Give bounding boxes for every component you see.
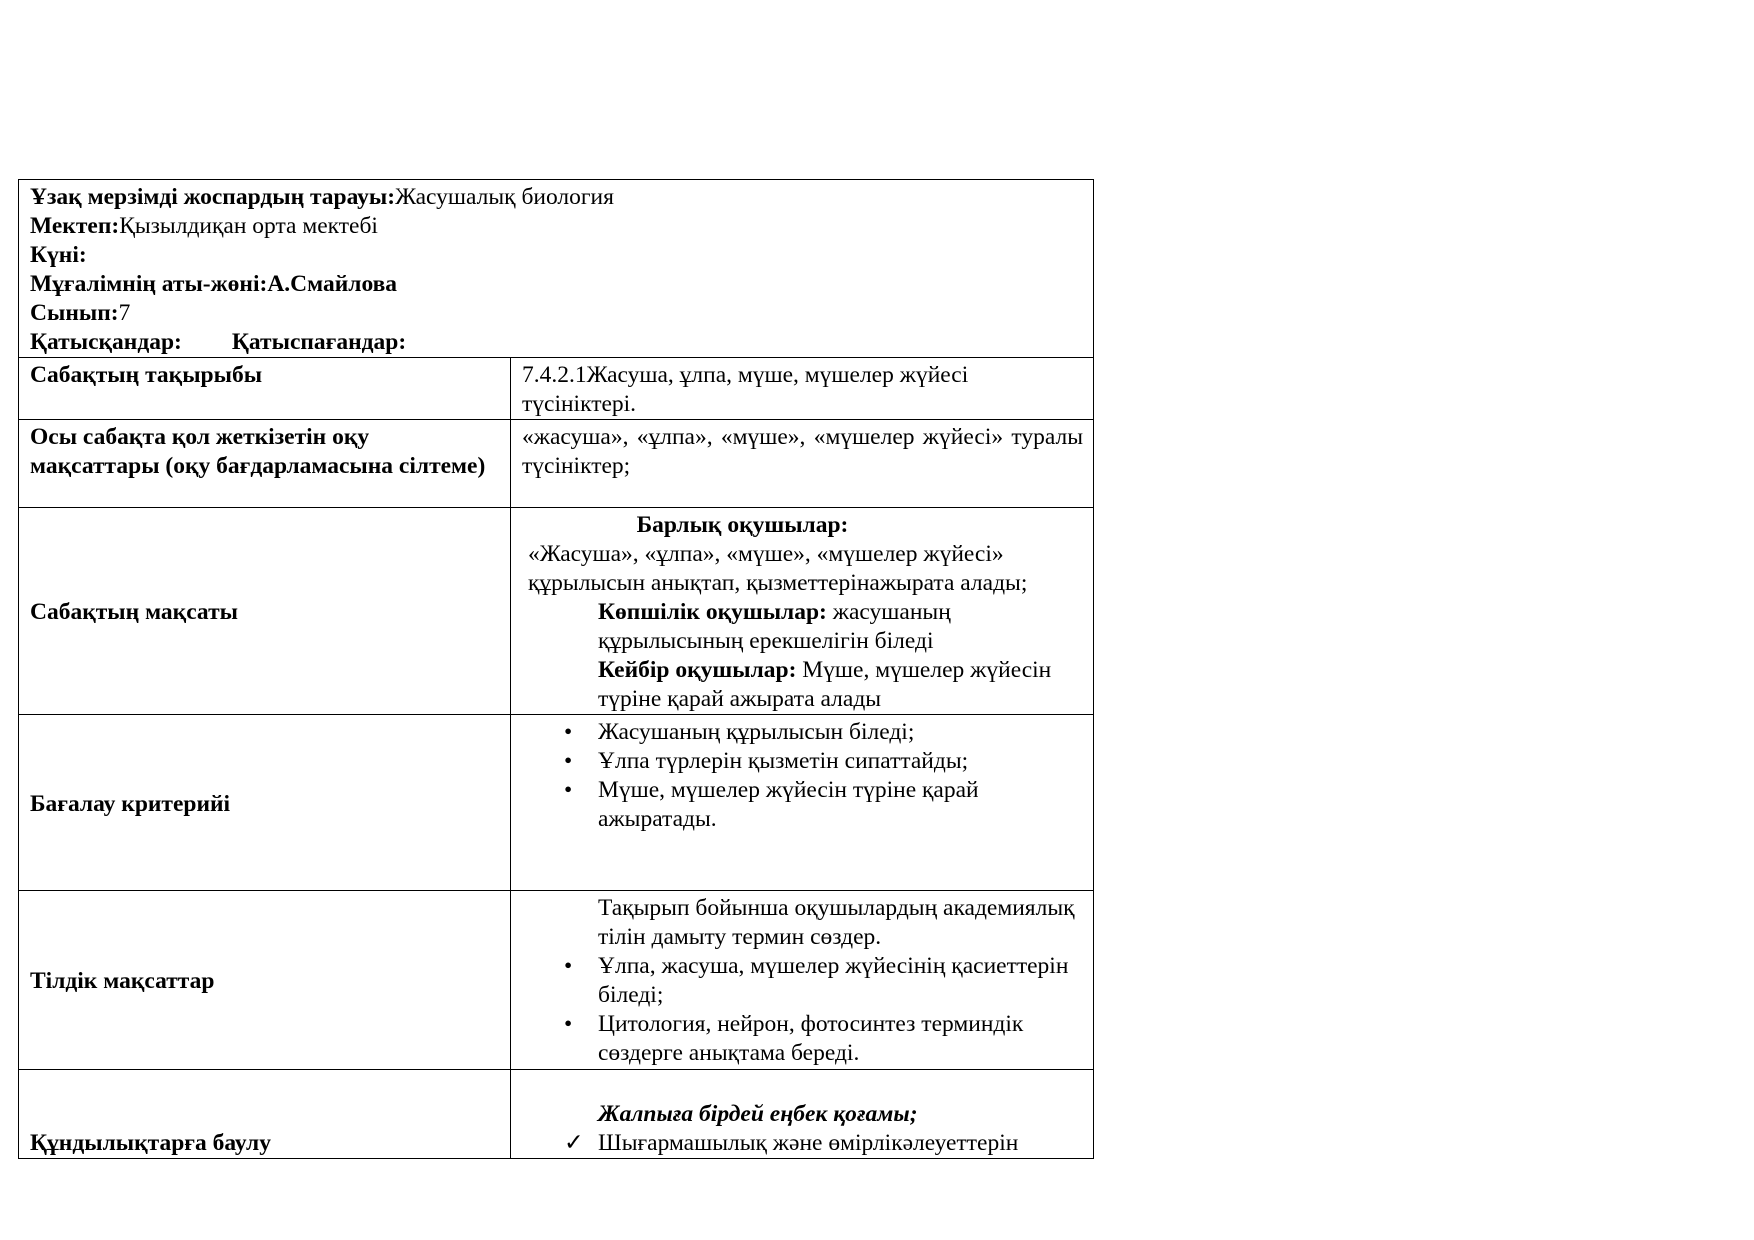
teacher-label: Мұғалімнің аты-жөні: [30,271,268,297]
some-students-block [522,656,1083,714]
school-value: Қызылдиқан орта мектебі [119,213,378,239]
list-item: • Ұлпа, жасуша, мүшелер жүйесінің қасиеттерін біледі; [564,953,1069,1008]
date-line [30,241,1083,270]
bullet-icon: • [564,748,573,774]
class-label: Сынып: [30,300,119,326]
teacher-value: А.Смайлова [267,271,398,297]
list-item: • Цитология, нейрон, фотосинтез терминдік сөздерге анықтама береді. [564,1011,1024,1066]
most-students-label: Көпшілік оқушылар: [598,599,827,625]
language-list [522,952,1083,1068]
header-row [19,180,1094,358]
objectives-label: Осы сабақта қол жеткізетін оқу мақсаттары (оқу бағдарламасына сілтеме) [19,420,511,508]
list-item: ✓ Шығармашылық және өмірлікәлеуеттерін [564,1130,1019,1156]
topic-row [19,358,1094,420]
language-row [19,891,1094,1070]
check-icon: ✓ [564,1130,584,1156]
criteria-cell [511,715,1094,891]
school-label: Мектеп: [30,213,120,239]
values-cell [511,1070,1094,1159]
aim-row [19,508,1094,715]
absent-label: Қатыспағандар: [231,329,407,355]
date-label: Күні: [30,242,87,268]
criteria-label: Бағалау критерийі [19,715,511,891]
bullet-icon: • [564,719,573,745]
header-cell [19,180,1094,358]
section-line [30,183,1083,212]
objectives-value: «жасуша», «ұлпа», «мүше», «мүшелер жүйесі» туралы түсініктер; [511,420,1094,508]
bullet-icon: • [564,1011,573,1037]
topic-value: 7.4.2.1Жасуша, ұлпа, мүше, мүшелер жүйесі түсініктері. [511,358,1094,420]
list-item: • Ұлпа түрлерін қызметін сипаттайды; [564,748,969,774]
bullet-icon: • [564,953,573,979]
list-item: • Мүше, мүшелер жүйесін түріне қарай ажыратады. [564,777,979,832]
class-line [30,299,1083,328]
section-value: Жасушалық биология [395,184,614,210]
list-item: • Жасушаның құрылысын біледі; [564,719,915,745]
school-line [30,212,1083,241]
present-label: Қатысқандар: [30,329,182,355]
section-label: Ұзақ мерзімді жоспардың тарауы: [30,184,396,210]
values-heading: Жалпыға бірдей еңбек қоғамы; [598,1101,918,1127]
most-students-block [522,598,1083,656]
some-students-text: Мүше, мүшелер жүйесін түріне қарай ажырата алады [598,657,1052,712]
language-intro: Тақырып бойынша оқушылардың академиялық тілін дамыту термин сөздер. [598,895,1075,950]
objectives-row [19,420,1094,508]
bullet-icon: • [564,777,573,803]
aim-cell [511,508,1094,715]
language-label: Тілдік мақсаттар [19,891,511,1070]
attendance-line [30,328,1083,357]
values-label: Құндылықтарға баулу [19,1070,511,1159]
criteria-list [522,718,1083,834]
language-cell [511,891,1094,1070]
criteria-row [19,715,1094,891]
lesson-plan-table [18,179,1094,1159]
values-row [19,1070,1094,1159]
all-students-text: «Жасуша», «ұлпа», «мүше», «мүшелер жүйесі» құрылысын анықтап, қызметтерінажырата алады; [528,541,1028,596]
topic-label: Сабақтың тақырыбы [19,358,511,420]
values-list [522,1129,1083,1158]
some-students-label: Кейбір оқушылар: [598,657,797,683]
teacher-line [30,270,1083,299]
aim-label: Сабақтың мақсаты [19,508,511,715]
class-value: 7 [118,300,131,326]
most-students-text: жасушаның құрылысының ерекшелігін біледі [598,599,951,654]
all-students-label: Барлық оқушылар: [636,512,849,538]
